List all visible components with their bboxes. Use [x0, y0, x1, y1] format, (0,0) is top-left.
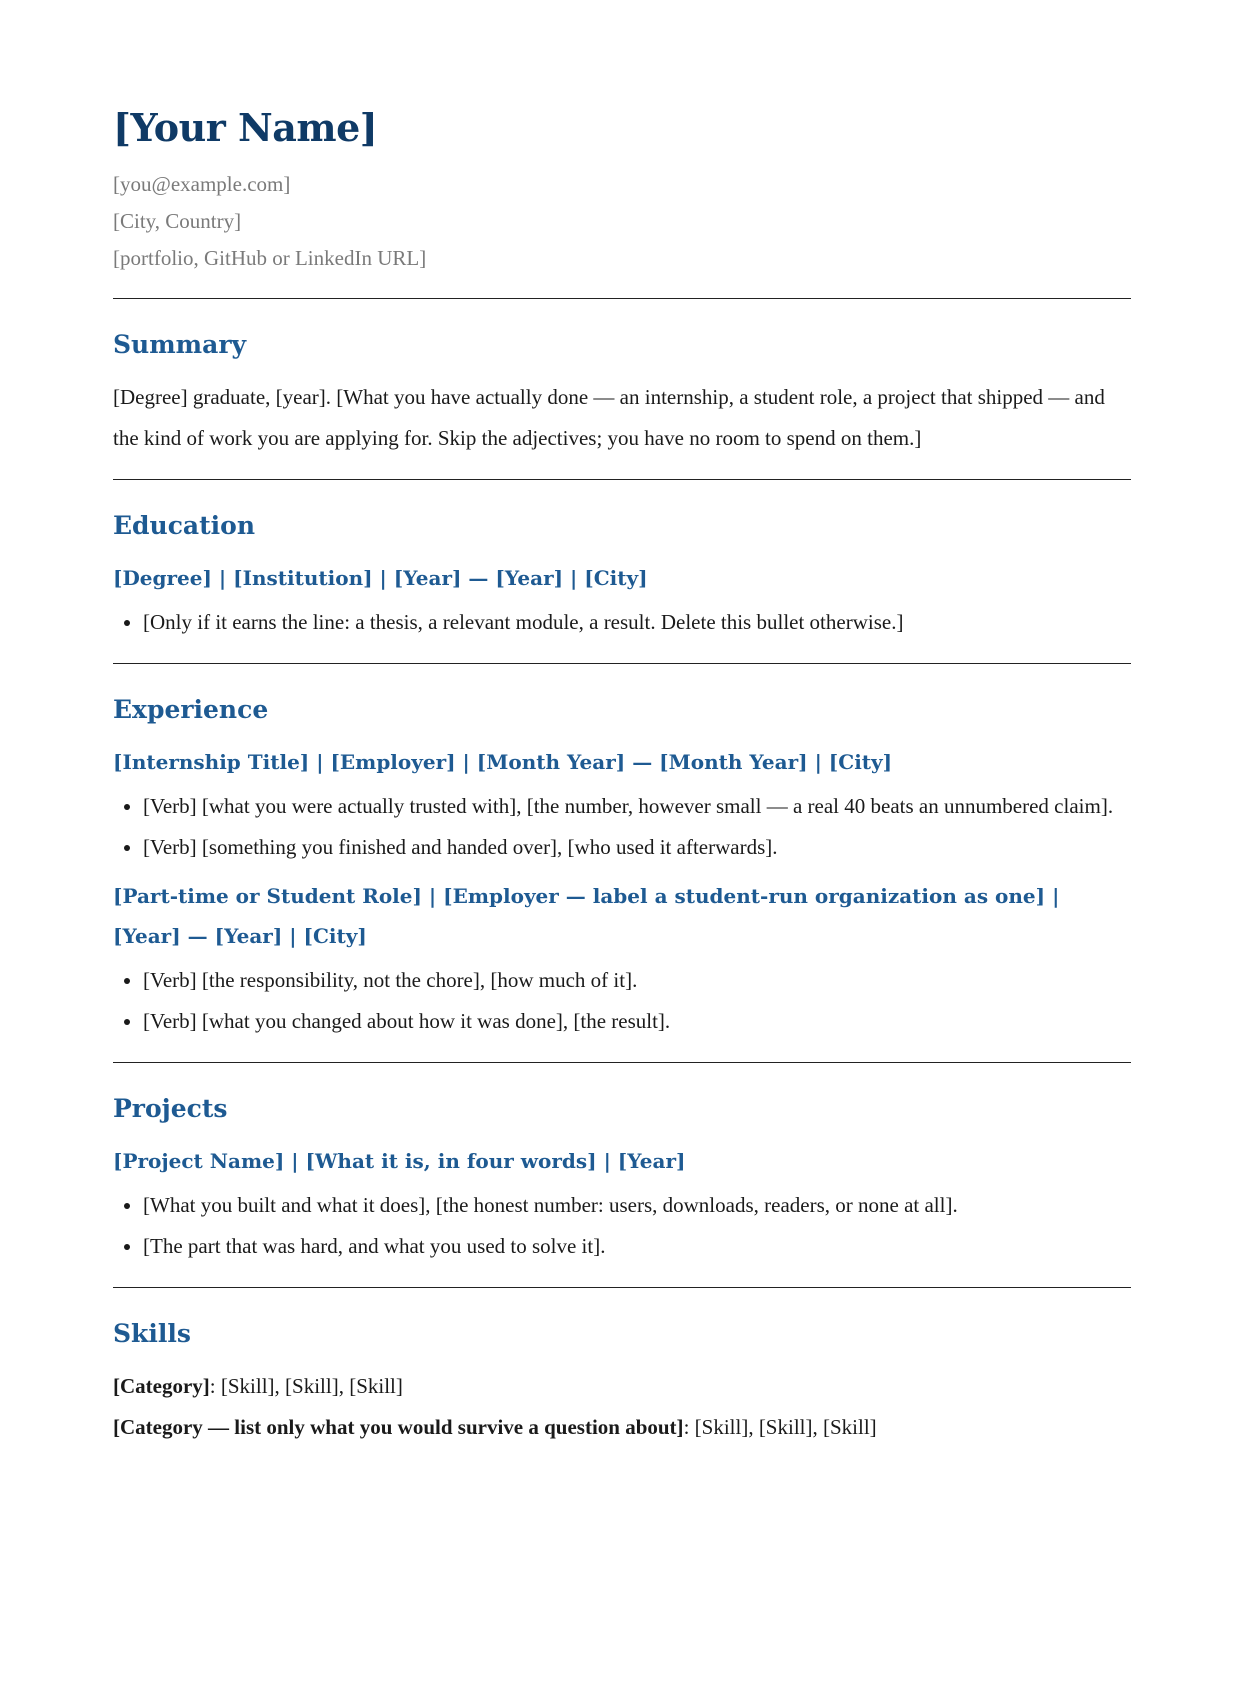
- projects-title: Projects: [113, 1094, 228, 1123]
- contact-email: [you@example.com]: [113, 172, 291, 196]
- project-bullet: • [What you built and what it does], [the honest number: users, downloads, readers, or none at all].: [143, 1185, 1131, 1226]
- education-bullet-list: [113, 602, 1131, 643]
- education-title: Education: [113, 511, 256, 540]
- skill-line: [113, 1366, 1131, 1407]
- skill-category: [Category]: [113, 1374, 210, 1398]
- projects-section: [113, 1063, 1131, 1287]
- candidate-name: [Your Name]: [113, 105, 378, 150]
- experience-bullet: • [Verb] [the responsibility, not the chore], [how much of it].: [143, 960, 1131, 1001]
- experience-bullet-list: [113, 786, 1131, 868]
- experience-section: [113, 664, 1131, 1062]
- experience-bullet: • [Verb] [what you were actually trusted with], [the number, however small — a real 40 beats an unnumbered claim].: [143, 786, 1131, 827]
- experience-entry-heading: [Part-time or Student Role] | [Employer — label a student-run organization as one] | [Year] — [Year] | [City]: [113, 884, 1060, 948]
- project-bullet-list: [113, 1185, 1131, 1267]
- experience-bullet: • [Verb] [something you finished and handed over], [who used it afterwards].: [143, 827, 1131, 868]
- project-entry-heading: [Project Name] | [What it is, in four words] | [Year]: [113, 1149, 686, 1173]
- contact-link: [portfolio, GitHub or LinkedIn URL]: [113, 246, 427, 270]
- skill-items: : [Skill], [Skill], [Skill]: [209, 1374, 403, 1398]
- skill-items: : [Skill], [Skill], [Skill]: [683, 1415, 877, 1439]
- experience-entry-heading: [Internship Title] | [Employer] | [Month Year] — [Month Year] | [City]: [113, 750, 893, 774]
- skill-line: [113, 1407, 1131, 1448]
- summary-text: [Degree] graduate, [year]. [What you have actually done — an internship, a student role, a project that shipped — and the kind of work you are applying for. Skip the adjectives; you have no room to spend on them.]: [113, 385, 1105, 450]
- project-bullet: • [The part that was hard, and what you used to solve it].: [143, 1226, 1131, 1267]
- education-entry-heading: [Degree] | [Institution] | [Year] — [Year] | [City]: [113, 566, 648, 590]
- education-section: [113, 480, 1131, 663]
- education-bullet: • [Only if it earns the line: a thesis, a relevant module, a result. Delete this bullet otherwise.]: [143, 602, 1131, 643]
- skill-category: [Category — list only what you would survive a question about]: [113, 1415, 684, 1439]
- skills-section: [113, 1288, 1131, 1468]
- experience-bullet-list: [113, 960, 1131, 1042]
- summary-title: Summary: [113, 330, 247, 359]
- skills-list: [113, 1366, 1131, 1448]
- experience-bullet: • [Verb] [what you changed about how it was done], [the result].: [143, 1001, 1131, 1042]
- experience-title: Experience: [113, 695, 269, 724]
- summary-section: [113, 299, 1131, 479]
- contact-location: [City, Country]: [113, 209, 242, 233]
- skills-title: Skills: [113, 1319, 191, 1348]
- contact-block: [113, 166, 1131, 277]
